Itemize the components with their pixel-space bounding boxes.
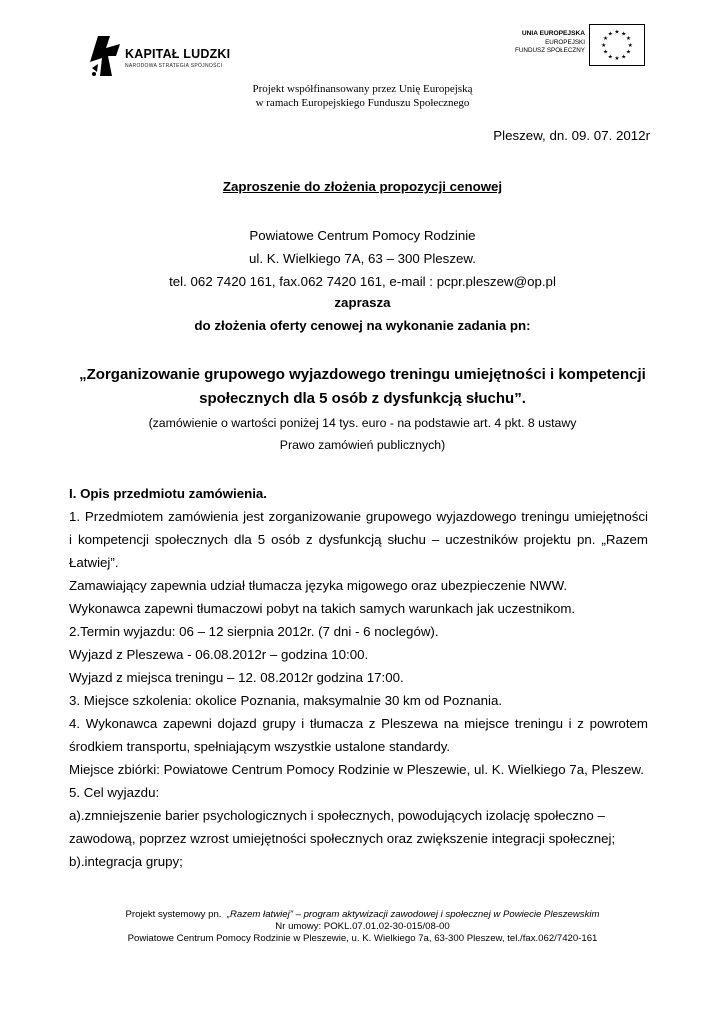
svg-text:★: ★	[625, 36, 631, 43]
invites-word: zaprasza	[334, 295, 391, 310]
task-note-line2: Prawo zamówień publicznych)	[279, 438, 446, 452]
org-address: ul. K. Wielkiego 7A, 63 – 300 Pleszew.	[249, 251, 476, 266]
svg-text:★: ★	[603, 36, 609, 43]
body-line: 3. Miejsce szkolenia: okolice Poznania, maksymalnie 30 km od Poznania.	[69, 693, 503, 708]
body-line: zawodową, poprzez wzrost umiejętności społecznych oraz zwiększenie integracji społecznej;	[69, 831, 616, 846]
task-title-line1: „Zorganizowanie grupowego wyjazdowego treningu umiejętności i kompetencji	[79, 366, 646, 383]
cofinance-line-1: Projekt współfinansowany przez Unię Europejską	[252, 83, 473, 95]
body-line: Wykonawca zapewni tłumaczowi pobyt na takich samych warunkach jak uczestnikom.	[69, 601, 576, 616]
body-line: 2.Termin wyjazdu: 06 – 12 sierpnia 2012r. (7 dni - 6 noclegów).	[69, 624, 439, 639]
body-line: a).zmniejszenie barier psychologicznych i społecznych, powodujących izolację społeczno –	[69, 808, 605, 823]
eu-logo-line2: EUROPEJSKI	[545, 39, 585, 46]
svg-text:★: ★	[607, 54, 613, 61]
place-date: Pleszew, dn. 09. 07. 2012r	[493, 128, 650, 143]
body-line: środkiem transportu, spełniającym wszystkie ustalone standardy.	[69, 739, 451, 754]
org-contact: tel. 062 7420 161, fax.062 7420 161, e-mail : pcpr.pleszew@op.pl	[169, 274, 556, 289]
eu-flag-icon	[589, 24, 645, 66]
eu-logo-line1: UNIA EUROPEJSKA	[521, 30, 585, 37]
svg-text:★: ★	[627, 42, 633, 49]
svg-text:★: ★	[607, 31, 613, 38]
body-line: Wyjazd z miejsca treningu – 12. 08.2012r godzina 17:00.	[69, 670, 404, 685]
task-note-line1: (zamówienie o wartości poniżej 14 tys. euro - na podstawie art. 4 pkt. 8 ustawy	[148, 416, 577, 430]
body-line: 4. Wykonawca zapewni dojazd grupy i tłumacza z Pleszewa na miejsce treningu i z powrotem	[69, 716, 648, 731]
cofinance-line-2: w ramach Europejskiego Funduszu Społecznego	[255, 97, 470, 109]
svg-text:★: ★	[601, 42, 607, 49]
body-line: i kompetencji społecznych dla 5 osób z dysfunkcją słuchu – uczestników projektu pn. „Razem	[69, 532, 648, 547]
document-title: Zaproszenie do złożenia propozycji cenowej	[222, 179, 503, 194]
body-line: b).integracja grupy;	[69, 854, 183, 869]
kapital-ludzki-subtitle: NARODOWA STRATEGIA SPÓJNOŚCI	[125, 63, 223, 69]
svg-text:★: ★	[614, 29, 620, 36]
kapital-ludzki-emblem-icon	[86, 34, 122, 78]
body-line: 1. Przedmiotem zamówienia jest zorganizowanie grupowego wyjazdowego treningu umiejętności	[69, 509, 648, 524]
invite-text: do złożenia oferty cenowej na wykonanie zadania pn:	[194, 318, 531, 333]
footer-project-name: „Razem łatwiej” – program aktywizacji zawodowej i społecznej w Powiecie Pleszewskim	[226, 909, 600, 920]
org-name: Powiatowe Centrum Pomocy Rodzinie	[249, 228, 476, 243]
svg-text:★: ★	[621, 54, 627, 61]
svg-text:★: ★	[614, 56, 620, 63]
body-line: 5. Cel wyjazdu:	[69, 785, 160, 800]
svg-text:★: ★	[621, 31, 627, 38]
svg-text:★: ★	[625, 49, 631, 56]
svg-text:★: ★	[603, 49, 609, 56]
section-heading: I. Opis przedmiotu zamówienia.	[69, 486, 268, 501]
eu-logo-line3: FUNDUSZ SPOŁECZNY	[515, 47, 585, 54]
kapital-ludzki-name: KAPITAŁ LUDZKI	[125, 47, 231, 61]
body-line: Wyjazd z Pleszewa - 06.08.2012r – godzina 10:00.	[69, 647, 369, 662]
eu-efs-logo	[495, 22, 645, 68]
task-title-line2: społecznych dla 5 osób z dysfunkcją słuchu”.	[199, 390, 526, 407]
kapital-ludzki-logo	[86, 30, 236, 80]
body-line: Łatwiej”.	[69, 555, 119, 570]
body-line: Zamawiający zapewnia udział tłumacza języka migowego oraz ubezpieczenie NWW.	[69, 578, 568, 593]
footer-line1	[0, 909, 725, 920]
body-line: Miejsce zbiórki: Powiatowe Centrum Pomocy Rodzinie w Pleszewie, ul. K. Wielkiego 7a, Pleszew.	[69, 762, 644, 777]
footer-project-prefix: Projekt systemowy pn.	[125, 909, 222, 920]
footer-address: Powiatowe Centrum Pomocy Rodzinie w Pleszewie, u. K. Wielkiego 7a, 63-300 Pleszew, tel./fax.062/7420-161	[127, 933, 598, 944]
footer-contract-number: Nr umowy: POKL.07.01.02-30-015/08-00	[275, 921, 450, 932]
